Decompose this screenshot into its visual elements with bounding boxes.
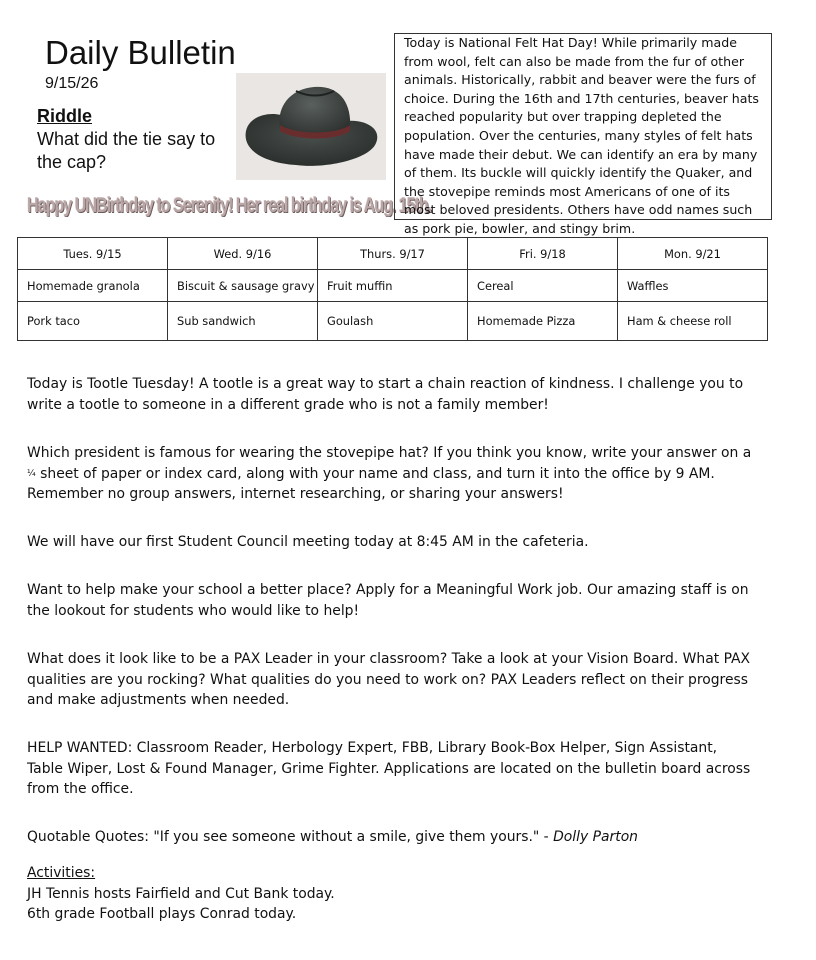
- menu-cell: Cereal: [468, 270, 618, 302]
- menu-day: Fri. 9/18: [468, 238, 618, 270]
- quote-text: Quotable Quotes: "If you see someone without a smile, give them yours." -: [27, 829, 554, 845]
- birthday-banner: Happy UNBirthday to Serenity! Her real birthday is Aug. 15th.: [27, 194, 432, 217]
- menu-cell: Sub sandwich: [168, 302, 318, 341]
- menu-cell: Ham & cheese roll: [618, 302, 768, 341]
- felt-hat-day-box: [394, 33, 772, 236]
- president-announcement: [27, 443, 757, 505]
- president-text-b: sheet of paper or index card, along with your name and class, and turn it into the office by 9 AM. Remember no group answers, internet researching, or sharing your answers!: [27, 465, 715, 502]
- felt-hat-image: [236, 73, 386, 180]
- riddle-heading: Riddle: [37, 106, 93, 126]
- activity-item: JH Tennis hosts Fairfield and Cut Bank today.: [27, 885, 335, 902]
- menu-cell: Homemade granola: [18, 270, 168, 302]
- menu-cell: Fruit muffin: [318, 270, 468, 302]
- fraction-quarter: ¼: [27, 468, 36, 479]
- help-wanted-announcement: HELP WANTED: Classroom Reader, Herbology Expert, FBB, Library Book-Box Helper, Sign Assistant, Table Wiper, Lost & Found Manager, Grime Fighter. Applications are located on the bulletin board across from the office.: [27, 740, 751, 797]
- pax-announcement: What does it look like to be a PAX Leader in your classroom? Take a look at your Vision Board. What PAX qualities are you rocking? What qualities do you need to work on? PAX Leaders reflect on their progress and make adjustments when needed.: [27, 651, 751, 708]
- menu-lunch-row: [18, 302, 768, 341]
- menu-cell: Biscuit & sausage gravy: [168, 270, 318, 302]
- activities-heading: Activities:: [27, 865, 96, 881]
- meaningful-work-announcement: Want to help make your school a better place? Apply for a Meaningful Work job. Our amazing staff is on the lookout for students who would like to help!: [27, 582, 749, 619]
- menu-table: [17, 237, 768, 341]
- menu-day: Mon. 9/21: [618, 238, 768, 270]
- activities-section: [27, 863, 335, 925]
- menu-cell: Pork taco: [18, 302, 168, 341]
- menu-day: Thurs. 9/17: [318, 238, 468, 270]
- bulletin-date: 9/15/26: [45, 75, 99, 92]
- riddle-question: What did the tie say to the cap?: [37, 129, 216, 172]
- menu-days-row: [18, 238, 768, 270]
- menu-cell: Waffles: [618, 270, 768, 302]
- council-announcement: We will have our first Student Council meeting today at 8:45 AM in the cafeteria.: [27, 534, 589, 550]
- quote-announcement: [27, 827, 757, 848]
- bulletin-title: Daily Bulletin: [45, 34, 236, 71]
- menu-day: Wed. 9/16: [168, 238, 318, 270]
- menu-cell: Homemade Pizza: [468, 302, 618, 341]
- menu-breakfast-row: [18, 270, 768, 302]
- activity-item: 6th grade Football plays Conrad today.: [27, 906, 297, 922]
- menu-cell: Goulash: [318, 302, 468, 341]
- tootle-announcement: Today is Tootle Tuesday! A tootle is a great way to start a chain reaction of kindness. I challenge you to write a tootle to someone in a different grade who is not a family member!: [27, 376, 744, 413]
- president-text-a: Which president is famous for wearing the stovepipe hat? If you think you know, write your answer on a: [27, 445, 752, 461]
- menu-day: Tues. 9/15: [18, 238, 168, 270]
- felt-hat-day-text: Today is National Felt Hat Day! While primarily made from wool, felt can also be made from the fur of other animals. Historically, rabbit and beaver were the furs of choice. During the 16th and 17th centuries, beaver hats reached popularity but over trapping depleted the population. Over the centuries, many styles of felt hats have made their debut. We can identify an era by many of them. Its buckle will quickly identify the Quaker, and the stovepipe reminds most Americans of one of its most beloved presidents. Others have odd names such as pork pie, bowler, and stingy brim.: [404, 35, 759, 236]
- quote-author: Dolly Parton: [553, 829, 638, 845]
